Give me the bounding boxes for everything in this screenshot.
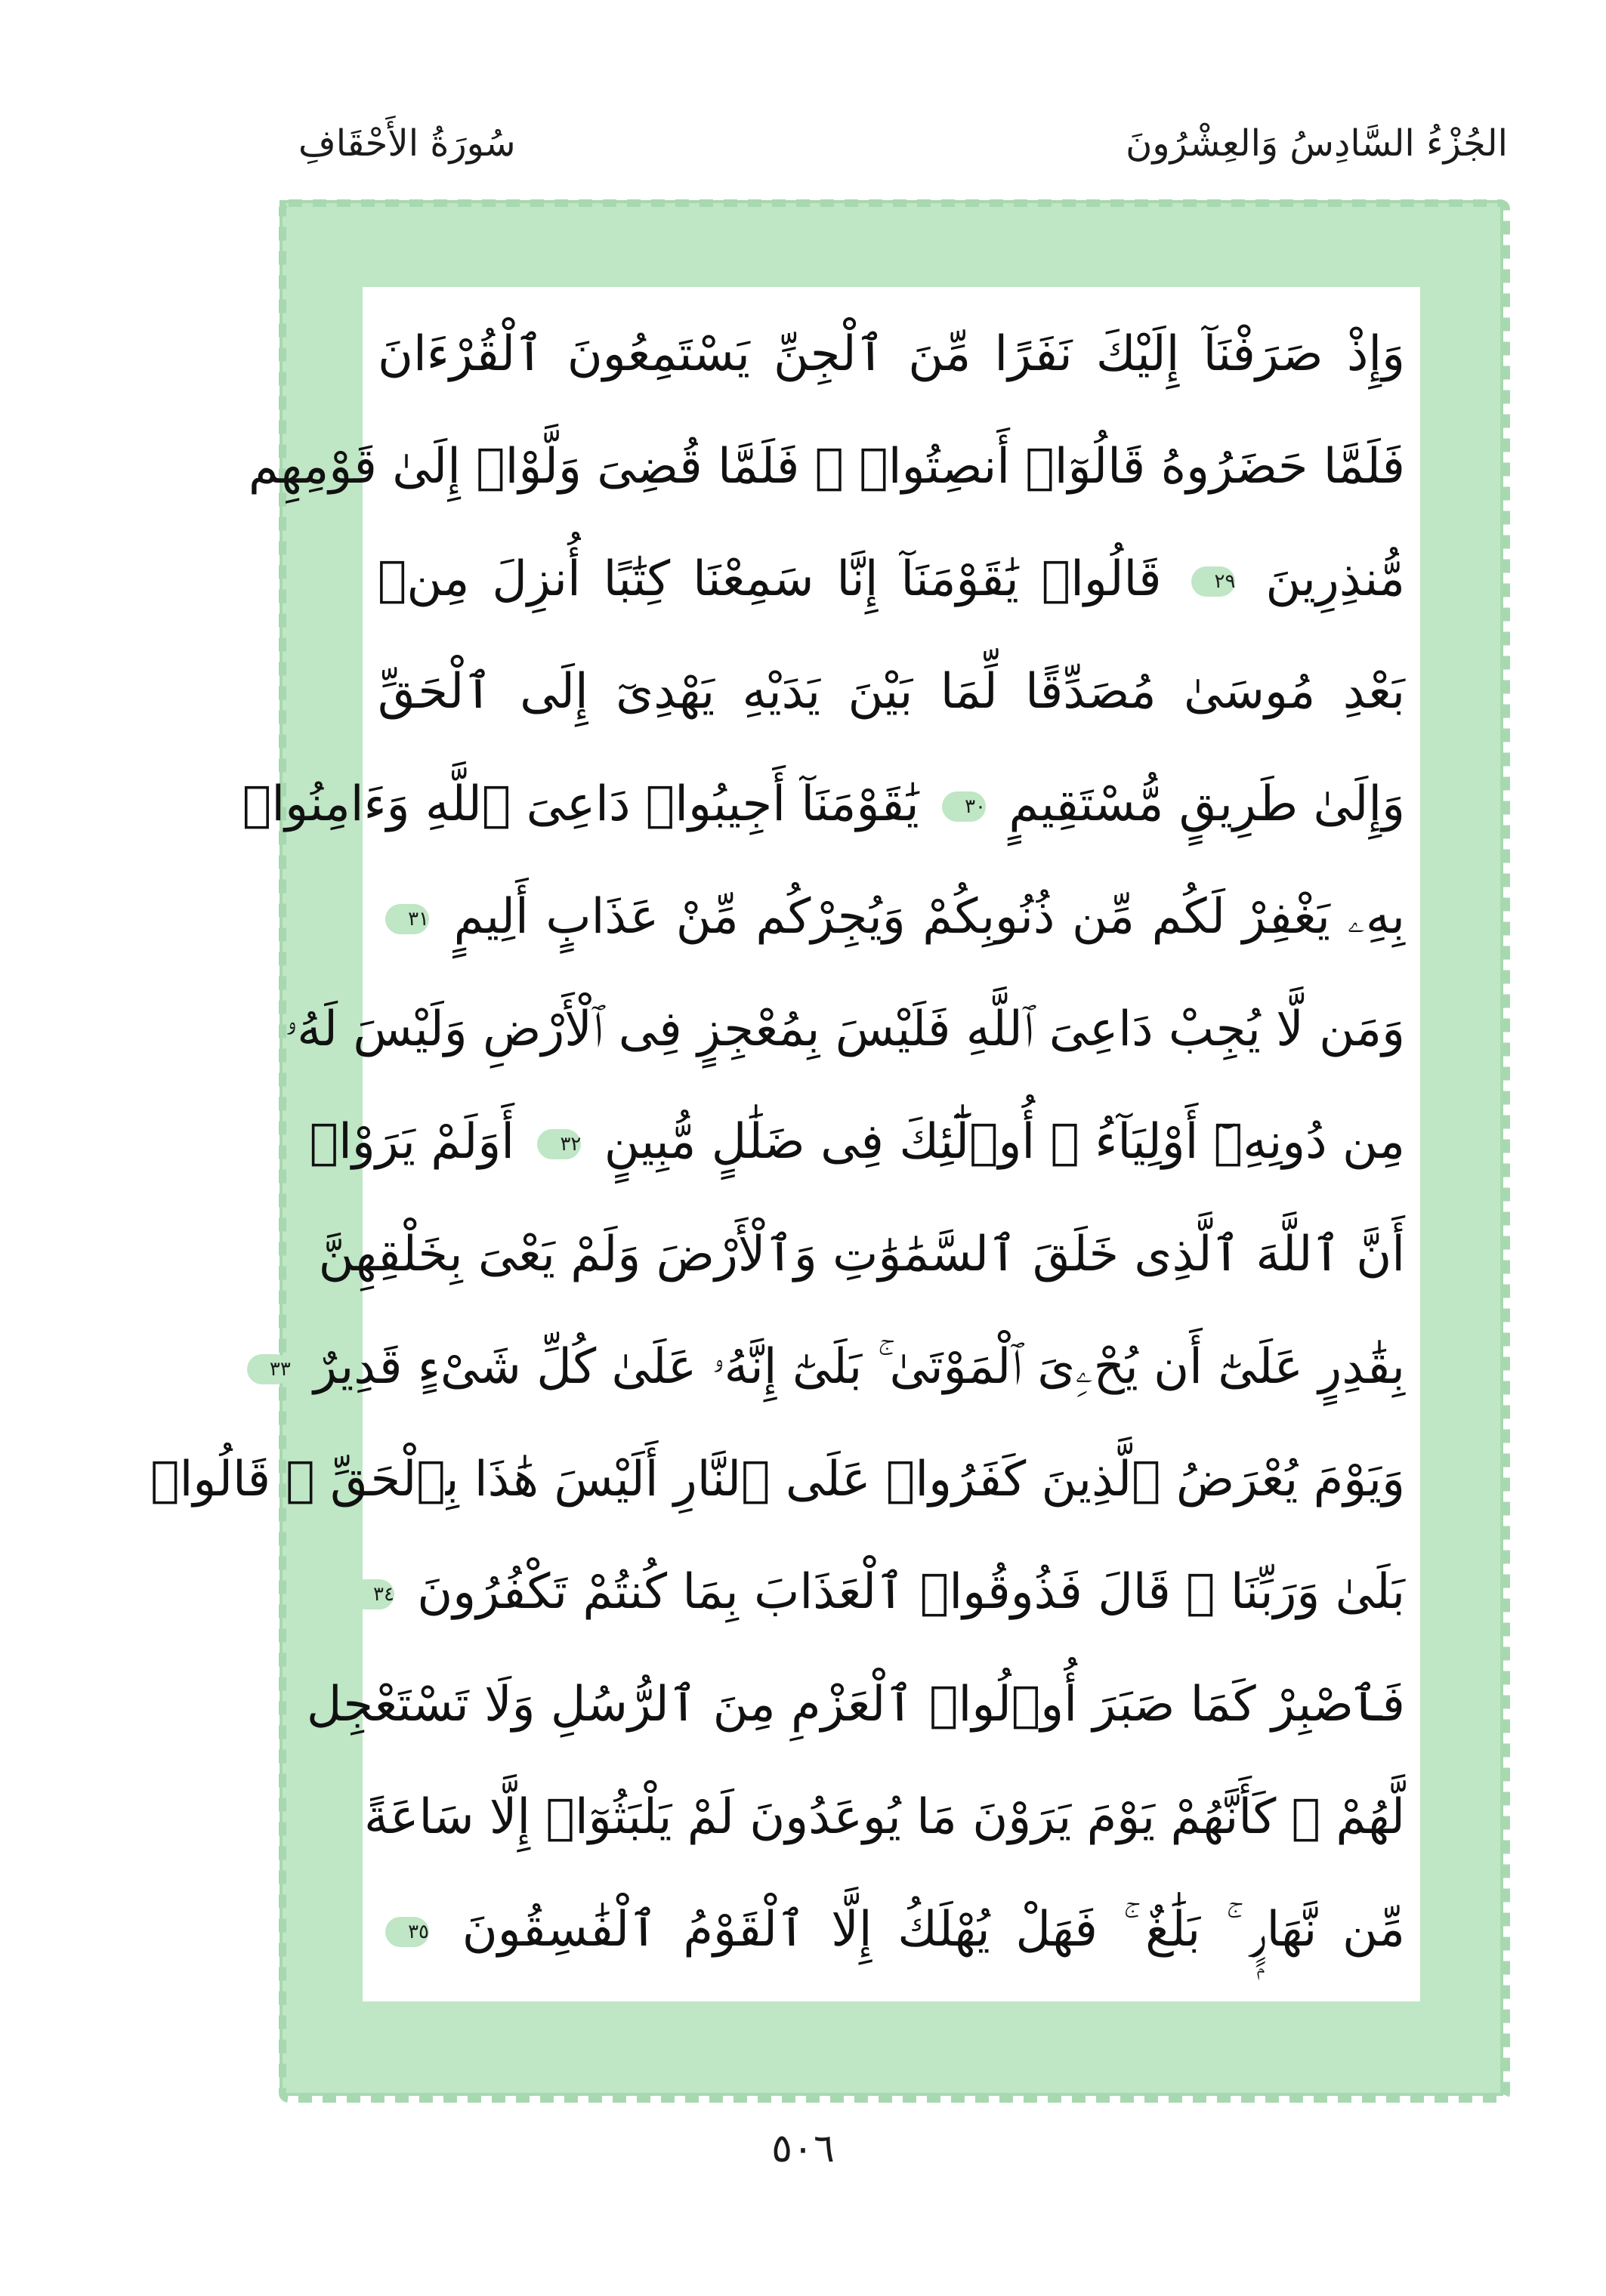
- verse-text: وَإِذْ صَرَفْنَآ إِلَيْكَ نَفَرًا مِّنَ ٱلْجِنِّ يَسْتَمِعُونَ ٱلْقُرْءَانَ: [378, 326, 1405, 382]
- verse-text: مُّنذِرِينَ: [1265, 551, 1405, 607]
- verse-text: وَإِلَىٰ طَرِيقٍ مُّسْتَقِيمٍ: [1008, 776, 1405, 832]
- verse-line: [318, 1199, 1405, 1311]
- verse-text: لَّهُمْ ۚ كَأَنَّهُمْ يَوْمَ يَرَوْنَ مَا يُوعَدُونَ لَمْ يَلْبَثُوٓا۟ إِلَّا سَاعَةً: [363, 1789, 1405, 1845]
- verse-line: [150, 1424, 1405, 1536]
- verse-text: أَنَّ ٱللَّهَ ٱلَّذِى خَلَقَ ٱلسَّمَٰوَٰتِ وَٱلْأَرْضَ وَلَمْ يَعْىَ بِخَلْقِهِنَّ: [318, 1227, 1405, 1282]
- verse-line: [373, 1536, 1405, 1649]
- verse-line: [269, 1311, 1405, 1424]
- verse-line: [363, 1761, 1405, 1874]
- verse-number-marker: ٣٠: [942, 792, 986, 822]
- verse-line: [378, 523, 1405, 636]
- verse-text: بَلَىٰ وَرَبِّنَا ۚ قَالَ فَذُوقُوا۟ ٱلْعَذَابَ بِمَا كُنتُمْ تَكْفُرُونَ: [417, 1564, 1405, 1620]
- verse-text: أَوَلَمْ يَرَوْا۟: [309, 1114, 515, 1170]
- verse-line: [378, 298, 1405, 411]
- verse-line: [378, 1874, 1405, 1986]
- verse-text: بِقَٰدِرٍ عَلَىٰٓ أَن يُحْۦِىَ ٱلْمَوْتَىٰ ۚ بَلَىٰٓ إِنَّهُۥ عَلَىٰ كُلِّ شَىْءٍ قَدِيرٌ: [313, 1339, 1405, 1395]
- verse-line: [242, 748, 1405, 861]
- verse-text: فَلَمَّا حَضَرُوهُ قَالُوٓا۟ أَنصِتُوا۟ ۖ فَلَمَّا قُضِىَ وَلَّوْا۟ إِلَىٰ قَوْمِهِم: [248, 439, 1405, 495]
- verse-text: مِّن نَّهَارٍۭ ۚ بَلَٰغٌ ۚ فَهَلْ يُهْلَكُ إِلَّا ٱلْقَوْمُ ٱلْفَٰسِقُونَ: [462, 1902, 1405, 1958]
- verse-text: بِهِۦ يَغْفِرْ لَكُم مِّن ذُنُوبِكُمْ وَيُجِرْكُم مِّنْ عَذَابٍ أَلِيمٍ: [453, 889, 1405, 945]
- verse-number-marker: ٣٤: [351, 1579, 394, 1609]
- verse-line: [309, 1086, 1405, 1199]
- verse-text: مِن دُونِهِۦٓ أَوْلِيَآءُ ۚ أُو۟لَٰٓئِكَ فِى ضَلَٰلٍ مُّبِينٍ: [604, 1114, 1405, 1170]
- verse-number-marker: ٣٣: [247, 1354, 291, 1384]
- verse-line: [248, 411, 1405, 523]
- verse-text: قَالُوا۟ يَٰقَوْمَنَآ إِنَّا سَمِعْنَا كِتَٰبًا أُنزِلَ مِنۢ: [378, 551, 1162, 607]
- verse-text: بَعْدِ مُوسَىٰ مُصَدِّقًا لِّمَا بَيْنَ يَدَيْهِ يَهْدِىٓ إِلَى ٱلْحَقِّ: [378, 664, 1405, 720]
- verse-text: وَمَن لَّا يُجِبْ دَاعِىَ ٱللَّهِ فَلَيْسَ بِمُعْجِزٍ فِى ٱلْأَرْضِ وَلَيْسَ لَهُۥ: [285, 1001, 1405, 1057]
- verse-number-marker: ٣٥: [385, 1917, 429, 1947]
- verse-text: فَٱصْبِرْ كَمَا صَبَرَ أُو۟لُوا۟ ٱلْعَزْمِ مِنَ ٱلرُّسُلِ وَلَا تَسْتَعْجِل: [306, 1677, 1405, 1733]
- verse-line: [306, 1649, 1405, 1761]
- verse-line: [378, 861, 1405, 974]
- verse-block: [150, 298, 1405, 1990]
- verse-line: [285, 974, 1405, 1086]
- juz-name: الجُزْءُ السَّادِسُ وَالعِشْرُونَ: [1126, 122, 1508, 165]
- page-number: ٥٠٦: [771, 2126, 835, 2171]
- verse-text: يَٰقَوْمَنَآ أَجِيبُوا۟ دَاعِىَ ٱللَّهِ وَءَامِنُوا۟: [242, 776, 919, 832]
- verse-number-marker: ٣٢: [537, 1129, 581, 1159]
- verse-line: [378, 636, 1405, 748]
- surah-name: سُورَةُ الأَحْقَافِ: [298, 122, 516, 165]
- verse-number-marker: ٣١: [385, 904, 429, 934]
- verse-number-marker: ٢٩: [1191, 566, 1235, 597]
- verse-text: وَيَوْمَ يُعْرَضُ ٱلَّذِينَ كَفَرُوا۟ عَلَى ٱلنَّارِ أَلَيْسَ هَٰذَا بِٱلْحَقِّ ۖ قَالُوا۟: [150, 1452, 1405, 1508]
